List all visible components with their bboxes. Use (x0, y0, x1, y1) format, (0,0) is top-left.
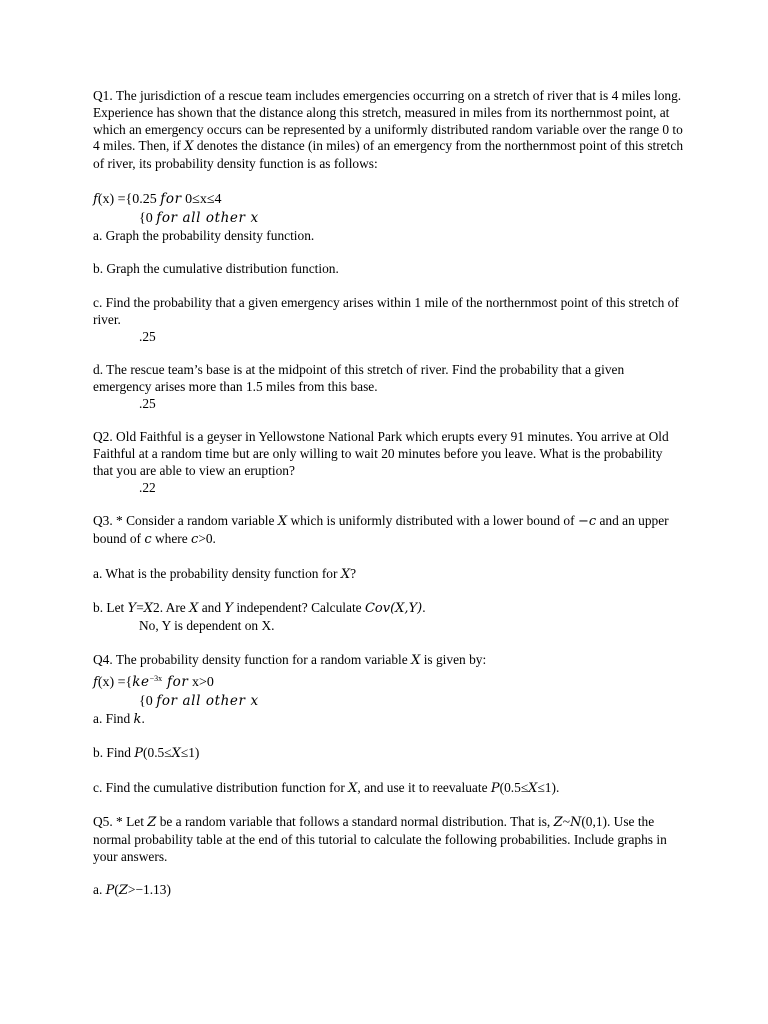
q4-pdf-line1: $f(x) =\{ke^{-3x}$ for x>0 (93, 673, 214, 690)
q5-part-a: a. P(Z>−1.13) (93, 882, 171, 899)
q4-pdf-line2: {0 for all other x (139, 692, 259, 709)
q2-text: Q2. Old Faithful is a geyser in Yellowstone National Park which erupts every 91 minutes. You arrive at Old Faithful at a random time but are only willing to wait 20 minutes before you leave. What is the probability that you are able to view an eruption? (93, 429, 669, 478)
q3-part-b: b. Let Y=X2. Are X and Y independent? Calculate Cov(X,Y). (93, 600, 426, 617)
q1-intro: Q1. The jurisdiction of a rescue team includes emergencies occurring on a stretch of river that is 4 miles long. Experience has shown that the distance along this stretch, measured in miles from its northernmost point, at which an emergency occurs can be represented by a uniformly distributed random variable over the range 0 to 4 miles. Then, if X denotes the distance (in miles) of an emergency from the northernmost point of this stretch of river, its probability density function is as follows: (93, 88, 684, 172)
q1-part-c-answer: .25 (139, 328, 156, 344)
q1-pdf-line2: {0 for all other x (139, 209, 259, 226)
q1-part-d: d. The rescue team’s base is at the midpoint of this stretch of river. Find the probability that a given emergency arises more than 1.5 miles from this base. (93, 362, 625, 394)
q1-part-c: c. Find the probability that a given emergency arises within 1 mile of the northernmost point of this stretch of river. (93, 294, 679, 327)
q1-part-d-answer: .25 (139, 395, 156, 411)
document-page (93, 88, 683, 900)
q3-part-b-answer: No, Y is dependent on X. (139, 618, 275, 634)
q1-part-a: a. Graph the probability density function. (93, 227, 315, 243)
q3-part-a: a. What is the probability density function for X? (93, 565, 357, 582)
q5-intro: Q5. * Let Z be a random variable that follows a standard normal distribution. That is, Z~N(0,1). Use the normal probability table at the end of this tutorial to calculate the following probabilities. Include graphs in your answers. (93, 814, 667, 864)
q4-part-a: a. Find k. (93, 710, 145, 727)
q4-part-b: b. Find P(0.5≤X≤1) (93, 745, 200, 762)
q4-part-c: c. Find the cumulative distribution function for X, and use it to reevaluate P(0.5≤X≤1). (93, 779, 560, 796)
q3-intro: Q3. * Consider a random variable X which is uniformly distributed with a lower bound of −c and an upper bound of c where c>0. (93, 513, 669, 548)
q1-part-b: b. Graph the cumulative distribution function. (93, 261, 339, 277)
q4-intro: Q4. The probability density function for a random variable X is given by: (93, 651, 487, 668)
q2-answer: .22 (139, 479, 156, 495)
q1-pdf-line1: f(x) ={0.25 for 0≤x≤4 (93, 190, 222, 207)
var-x: X (184, 139, 194, 155)
